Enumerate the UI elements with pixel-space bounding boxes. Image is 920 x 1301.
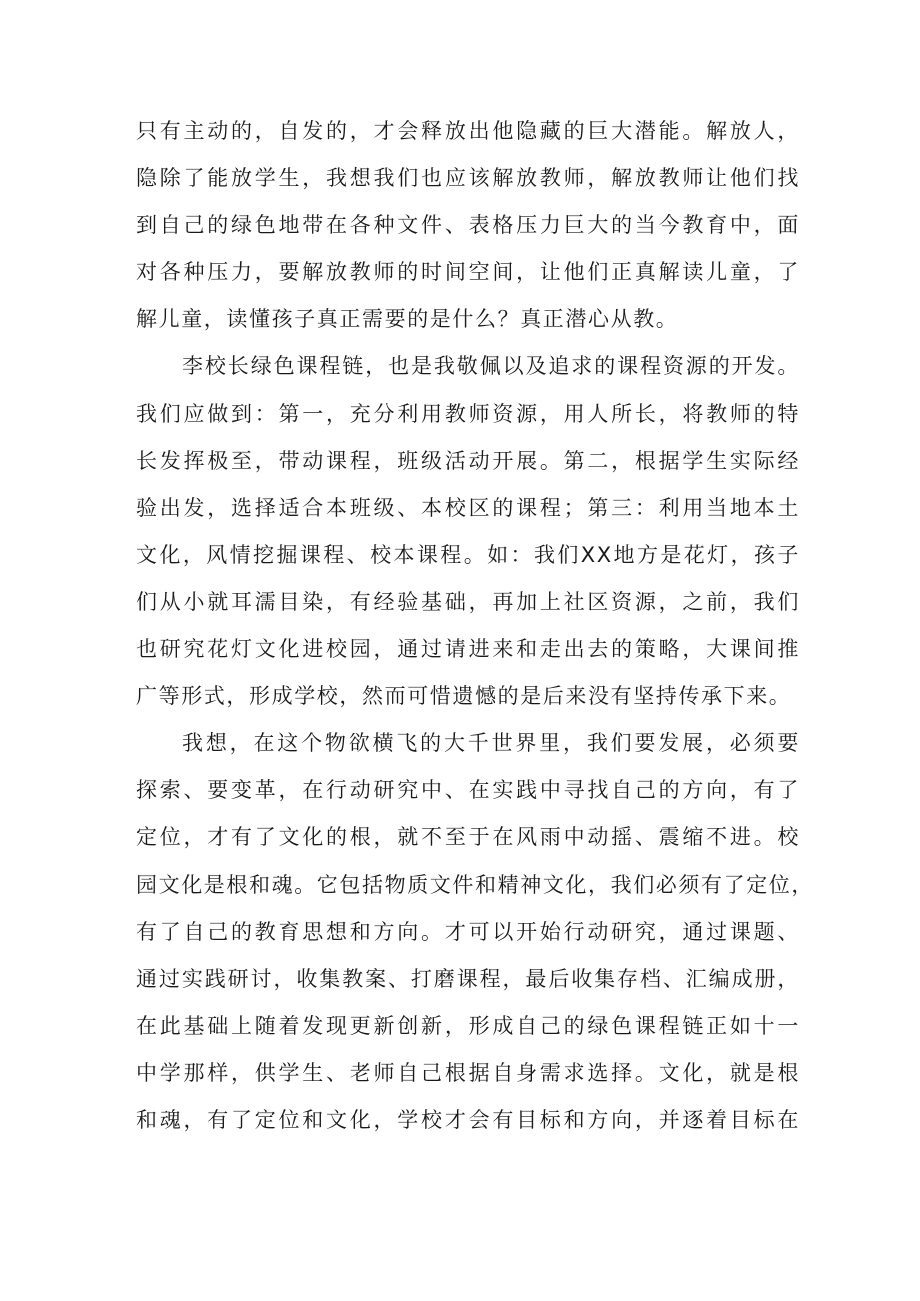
text-line: 和魂，有了定位和文化，学校才会有目标和方向，并逐着目标在 xyxy=(136,1107,800,1132)
text-line: 长发挥极至，带动课程，班级活动开展。第二，根据学生实际经 xyxy=(136,448,800,473)
text-line: 们从小就耳濡目染，有经验基础，再加上社区资源，之前，我们 xyxy=(136,589,800,614)
text-line: 隐除了能放学生，我想我们也应该解放教师，解放教师让他们找 xyxy=(136,166,800,191)
text-line: 只有主动的，自发的，才会释放出他隐藏的巨大潜能。解放人， xyxy=(136,119,800,143)
text-line: 广等形式，形成学校，然而可惜遗憾的是后来没有坚持传承下来。 xyxy=(136,684,792,709)
text-line: 也研究花灯文化进校园，通过请进来和走出去的策略，大课间推 xyxy=(136,637,800,662)
text-line: 我们应做到：第一，充分利用教师资源，用人所长，将教师的特 xyxy=(136,401,800,426)
text-line: 园文化是根和魂。它包括物质文件和精神文化，我们必须有了定位， xyxy=(136,872,814,897)
text-line: 中学那样，供学生、老师自己根据自身需求选择。文化，就是根 xyxy=(136,1060,800,1085)
text-line: 李校长绿色课程链，也是我敬佩以及追求的课程资源的开发。 xyxy=(182,354,800,379)
text-line: 定位，才有了文化的根，就不至于在风雨中动摇、震缩不进。校 xyxy=(136,825,800,850)
text-line: 通过实践研讨，收集教案、打磨课程，最后收集存档、汇编成册， xyxy=(136,966,800,991)
text-line: 在此基础上随着发现更新创新，形成自己的绿色课程链正如十一 xyxy=(136,1013,800,1038)
text-line: 验出发，选择适合本班级、本校区的课程；第三：利用当地本土 xyxy=(136,495,800,520)
text-line: 对各种压力，要解放教师的时间空间，让他们正真解读儿童，了 xyxy=(136,260,800,285)
body-text xyxy=(136,108,814,1144)
text-line: 我想，在这个物欲横飞的大千世界里，我们要发展，必须要 xyxy=(182,731,800,756)
text-line: 解儿童，读懂孩子真正需要的是什么？真正潜心从教。 xyxy=(136,307,679,332)
text-line: 到自己的绿色地带在各种文件、表格压力巨大的当今教育中，面 xyxy=(136,213,800,238)
text-line: 文化，风情挖掘课程、校本课程。如：我们XX地方是花灯，孩子 xyxy=(136,542,800,567)
text-line: 有了自己的教育思想和方向。才可以开始行动研究，通过课题、 xyxy=(136,919,800,944)
text-line: 探索、要变革，在行动研究中、在实践中寻找自己的方向，有了 xyxy=(136,778,800,803)
